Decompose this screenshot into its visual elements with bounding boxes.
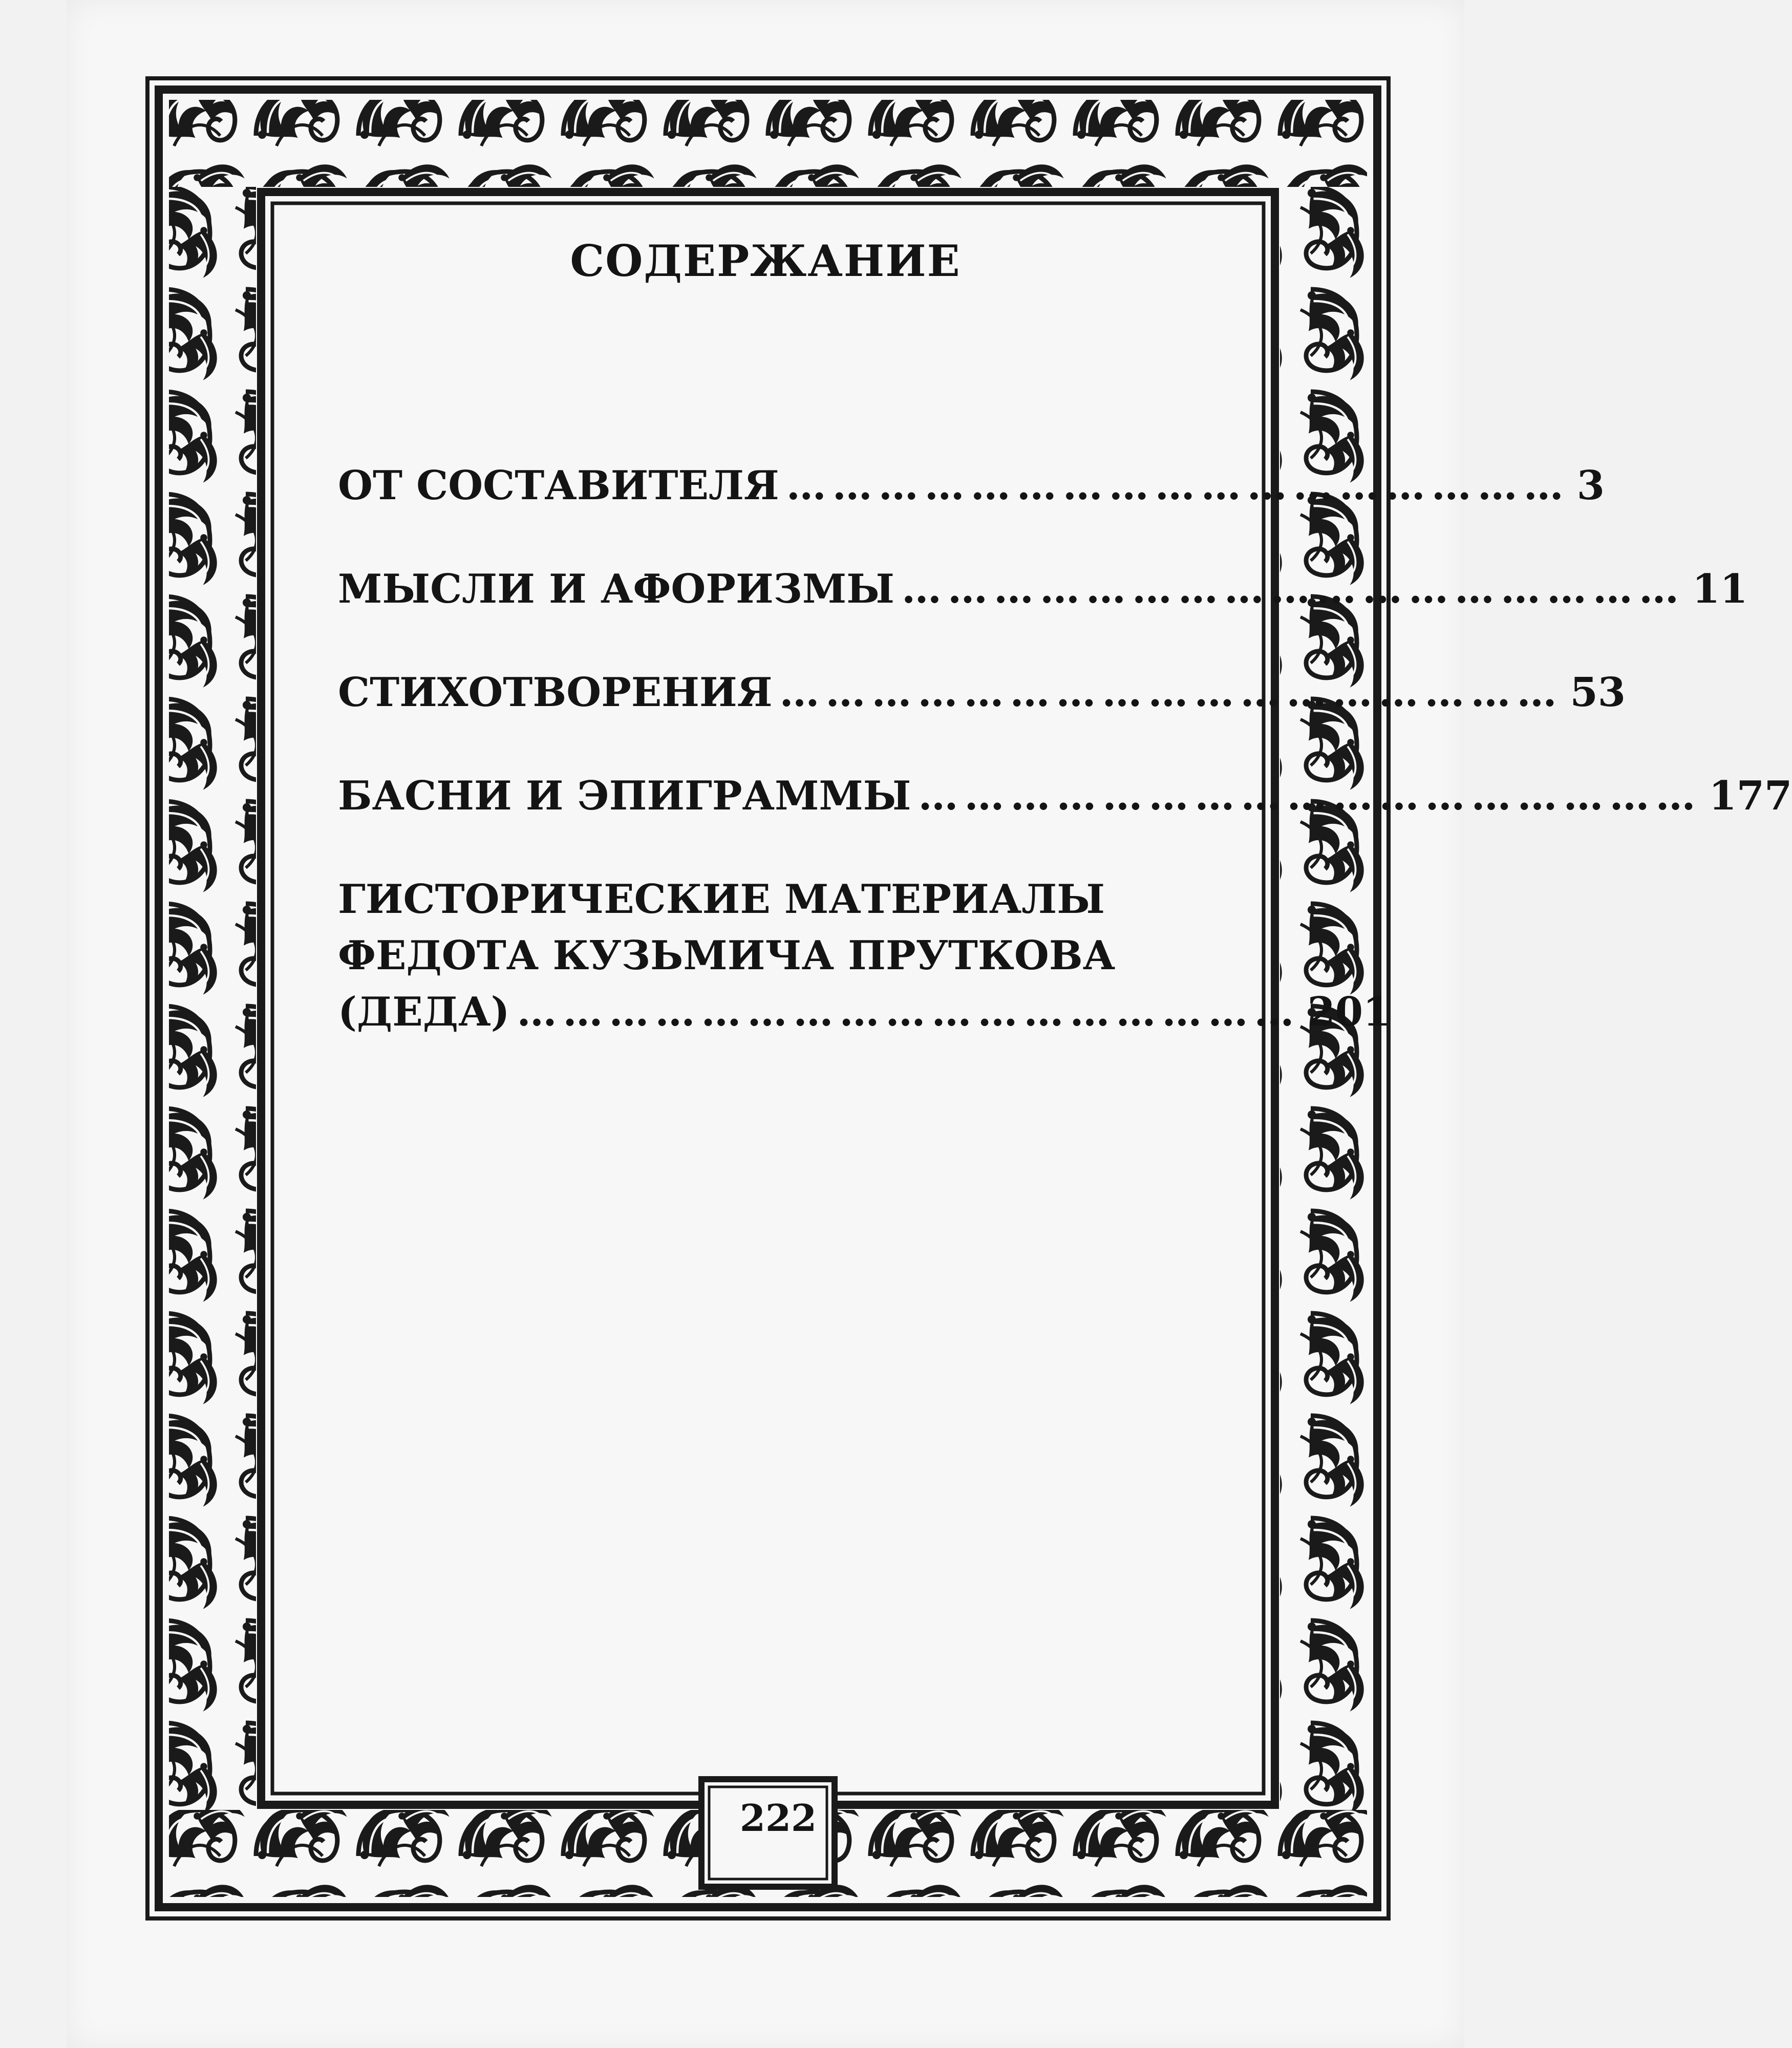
toc-entry-page: 201 [1307,989,1391,1035]
toc-entry-page: 53 [1570,669,1626,716]
toc-entry-title: МЫСЛИ И АФОРИЗМЫ [338,566,894,612]
toc-leader-dots: …………………………………………… [918,773,1702,819]
toc-leader-dots: …………………………………………… [901,566,1685,612]
toc-entry-title: СТИХОТВОРЕНИЯ [338,669,773,716]
toc-entry-page: 11 [1692,566,1748,612]
toc-entry-title-line-2: ФЕДОТА КУЗЬМИЧА ПРУТКОВА [338,932,1116,979]
toc-entry [338,561,1748,617]
toc-leader-dots: …………………………………………… [779,669,1563,716]
toc-entry-page: 177 [1709,773,1792,819]
toc-entry-title: ОТ СОСТАВИТЕЛЯ [338,462,779,509]
toc-entry-page: 3 [1576,462,1605,509]
toc-leader-dots: …………………………………………… [786,462,1570,509]
toc-entry-title-line-1: ГИСТОРИЧЕСКИЕ МАТЕРИАЛЫ [338,876,1105,923]
table-of-contents [338,236,1792,1040]
toc-entry-title-line-3: (ДЕДА) [338,989,510,1035]
toc-entry-multiline [338,871,1391,1040]
toc-entry [338,665,1626,721]
toc-entry [338,768,1792,824]
page-number: 222 [739,1796,817,1840]
toc-entry-final-line [338,984,1391,1040]
toc-heading: СОДЕРЖАНИЕ [570,236,961,286]
toc-entry-title: БАСНИ И ЭПИГРАММЫ [338,773,911,819]
toc-entry [338,458,1605,514]
toc-leader-dots: …………………………………………… [517,989,1300,1035]
